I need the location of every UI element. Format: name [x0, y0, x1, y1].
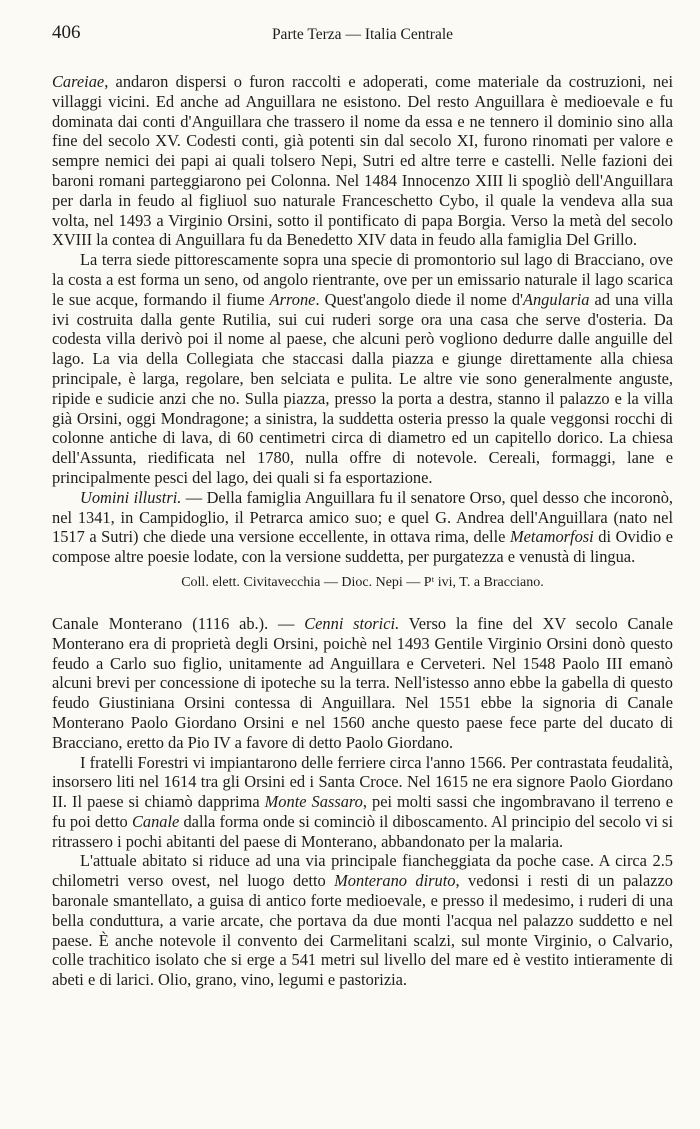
page-number: 406: [52, 22, 81, 43]
italic-text: Metamorfosi: [509, 527, 594, 547]
anguillara-history-paragraph: Careiae, andaron dispersi o furon raccolti e adoperati, come materiale da costruzioni, nei villaggi vicini. Ed anche ad Anguillara ne esistono. Del resto Anguillara è medioevale e fu dominata dai conti d'Anguillara che trassero il nome da essa e ne tennero il dominio sino alla fine del secolo XV. Codesti conti, già potenti sin dal secolo XI, furono rinomati per valore e sempre nemici dei papi ai quali tolsero Nepi, Sutri ed altre terre e castelli. Nelle fazioni dei baroni romani parteggiarono pei Colonna. Nel 1484 Innocenzo XIII li spogliò dell'Anguillara per darla in feudo al figliuol suo naturale Franceschetto Cybo, il quale la vendeva alla sua volta, nel 1493 a Virginio Orsini, sotto il pontificato di papa Borgia. Verso la metà del secolo XVIII la contea di Anguillara fu da Benedetto XIV data in feudo alla famiglia Del Grillo.: [52, 72, 673, 250]
canale-feudal-paragraph: I fratelli Forestri vi impiantarono delle ferriere circa l'anno 1566. Per contrastata feudalità, insorsero liti nel 1614 tra gli Orsini ed i Santa Croce. Nel 1615 ne era signore Paolo Giordano II. Il paese si chiamò dapprima Monte Sassaro, pei molti sassi che ingombravano il terreno e fu poi detto Canale dalla forma onde si cominciò il diboscamento. Al principio del secolo vi si ritrassero i pochi abitanti del paese di Monterano, abbandonato per la malaria.: [52, 752, 673, 851]
canale-description-paragraph: L'attuale abitato si riduce ad una via principale fiancheggiata da poche case. A circa 2.5 chilometri verso ovest, nel luogo detto Monterano diruto, vedonsi i resti di un palazzo baronale smantellato, a guisa di antico forte medioevale, e presso il medesimo, i ruderi di una bella conduttura, a varie arcate, che portava da due monti l'acqua nel palazzo suddetto e nel paese. È anche notevole il convento dei Carmelitani scalzi, sul monte Virginio, o Calvario, colle trachitico isolato che si erge a 541 metri sul livello del mare ed è vestito intieramente di abeti e di larici. Olio, grano, vino, legumi e pastorizia.: [52, 851, 673, 990]
italic-text: Careiae: [52, 72, 105, 91]
page-header: [52, 22, 673, 46]
canale-history-paragraph: Canale Monterano (1116 ab.). — Cenni storici. Verso la fine del XV secolo Canale Monterano era di proprietà degli Orsini, poichè nel 1493 Gentile Virginio Orsini donò questo feudo a Carlo suo figlio, unitamente ad Anguillara e Cerveteri. Nel 1548 Paolo III emanò alcuni brevi per concessione di ipoteche su la terra. Nell'istesso anno ebbe la gabella di questo feudo Giustiniana Orsini contessa di Anguillara. Nel 1551 ebbe la signoria di Canale Monterano Paolo Giordano Orsini e nel 1560 anche questo paese fece parte del ducato di Bracciano, eretto da Pio IV a favore di detto Paolo Giordano.: [52, 613, 673, 752]
italic-text: Angularia: [522, 289, 590, 309]
italic-text: Canale: [131, 811, 180, 831]
italic-text: Arrone: [269, 289, 316, 309]
italic-text: Cenni storici.: [304, 613, 400, 633]
italic-text: Uomini illustri.: [80, 487, 182, 507]
italic-text: Monterano diruto: [334, 871, 456, 891]
anguillara-notable-people-paragraph: Uomini illustri. — Della famiglia Anguillara fu il senatore Orso, quel desso che incoronò, nel 1341, in Campidoglio, il Petrarca amico suo; e quel G. Andrea dell'Anguillara (nato nel 1517 a Sutri) che diede una versione eccellente, in ottava rima, delle Metamorfosi di Ovidio e compose altre poesie lodate, con la versione suddetta, per purgatezza e venustà di lingua.: [52, 487, 673, 567]
running-head: Parte Terza — Italia Centrale: [271, 26, 454, 43]
anguillara-description-paragraph: La terra siede pittorescamente sopra una specie di promontorio sul lago di Bracciano, ove la costa a est forma un seno, od angolo rientrante, ove per un emissario naturale il lago scarica le sue acque, formando il fiume Arrone. Quest'angolo diede il nome d'Angularia ad una villa ivi costruita dalla gente Rutilia, sui cui ruderi sorge ora una casa che serve d'osteria. Da codesta villa derivò poi il nome al paese, che alcuni però vogliono dedurre dalle anguille del lago. La via della Collegiata che staccasi dalla piazza e giunge direttamente alla chiesa principale, è larga, regolare, ben selciata e pulita. Le altre vie sono generalmente anguste, ripide e sudicie anzi che no. Sulla piazza, presso la porta a destra, stanno il palazzo e la villa già Orsini, oggi Mondragone; a sinistra, la suddetta osteria presso la quale veggonsi rocchi di colonne antiche di lava, di 60 centimetri circa di diametro ed un capitello dorico. La chiesa dell'Assunta, riedificata nel 1780, nulla offre di notevole. Cereali, formaggi, lane e principalmente pesci del lago, dei quali si fa esportazione.: [52, 250, 673, 487]
electoral-note: Coll. elett. Civitavecchia — Dioc. Nepi — Pᵗ ivi, T. a Bracciano.: [181, 574, 544, 590]
section-title: Canale Monterano: [52, 613, 183, 633]
italic-text: Monte Sassaro: [264, 792, 363, 812]
page-body: [52, 72, 673, 990]
canale-monterano-section: [52, 614, 673, 990]
